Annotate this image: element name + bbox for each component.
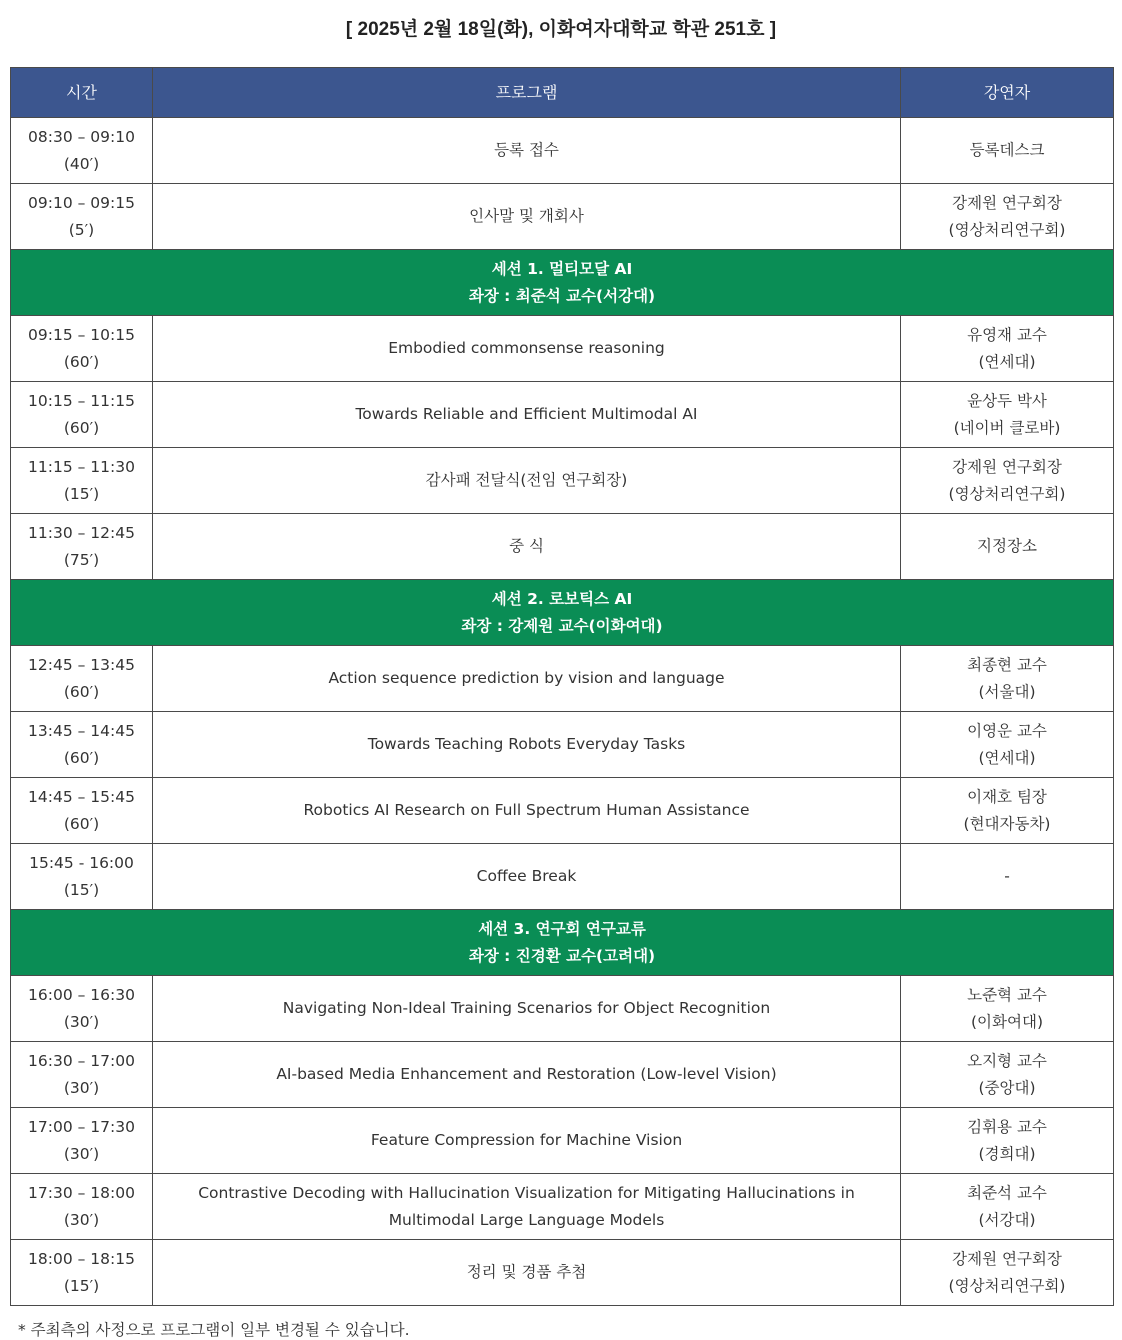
duration: (75′): [63, 550, 100, 569]
speaker-affiliation: (영상처리연구회): [948, 1276, 1066, 1295]
table-row: [11, 1174, 1114, 1240]
table-row: [11, 382, 1114, 448]
column-header-speaker: 강연자: [901, 68, 1114, 118]
speaker-affiliation: (경희대): [978, 1144, 1036, 1163]
session-header-cell: [11, 250, 1114, 316]
speaker-cell: [901, 646, 1114, 712]
time-range: 17:30 – 18:00: [28, 1183, 135, 1202]
speaker-name: 등록데스크: [969, 141, 1045, 159]
column-header-time: 시간: [11, 68, 153, 118]
program-title: 감사패 전달식(전임 연구회장): [425, 471, 628, 489]
speaker-cell: [901, 778, 1114, 844]
speaker-cell: [901, 316, 1114, 382]
speaker-name: 강제원 연구회장: [952, 1249, 1062, 1268]
program-cell: [153, 184, 901, 250]
program-title: Towards Reliable and Efficient Multimodal AI: [355, 405, 698, 423]
speaker-name: 윤상두 박사: [967, 391, 1047, 410]
table-row: [11, 316, 1114, 382]
speaker-name: 오지형 교수: [967, 1051, 1047, 1070]
program-cell: [153, 1042, 901, 1108]
speaker-affiliation: (이화여대): [971, 1012, 1043, 1031]
program-title: 중 식: [509, 537, 544, 555]
speaker-name: 강제원 연구회장: [952, 193, 1062, 212]
speaker-cell: [901, 514, 1114, 580]
duration: (40′): [63, 154, 100, 173]
page-title: [ 2025년 2월 18일(화), 이화여자대학교 학관 251호 ]: [345, 19, 777, 40]
speaker-name: 유영재 교수: [967, 325, 1047, 344]
speaker-name: 최종현 교수: [967, 655, 1047, 674]
speaker-name: 노준혁 교수: [967, 985, 1047, 1004]
speaker-cell: [901, 1042, 1114, 1108]
time-cell: [11, 646, 153, 712]
session-header-row: [11, 250, 1114, 316]
speaker-cell: [901, 1174, 1114, 1240]
speaker-affiliation: (서강대): [978, 1210, 1036, 1229]
table-row: [11, 514, 1114, 580]
time-range: 18:00 – 18:15: [28, 1249, 135, 1268]
speaker-name: 강제원 연구회장: [952, 457, 1062, 476]
program-title: Towards Teaching Robots Everyday Tasks: [367, 735, 686, 753]
program-title: 인사말 및 개회사: [469, 207, 584, 225]
time-range: 12:45 – 13:45: [28, 655, 135, 674]
program-cell: [153, 646, 901, 712]
speaker-name: 최준석 교수: [967, 1183, 1047, 1202]
duration: (15′): [63, 1276, 100, 1295]
speaker-cell: [901, 184, 1114, 250]
session-chair: 좌장 : 강제원 교수(이화여대): [461, 616, 663, 635]
duration: (15′): [63, 880, 100, 899]
speaker-affiliation: (영상처리연구회): [948, 484, 1066, 503]
program-title: Feature Compression for Machine Vision: [370, 1131, 683, 1149]
time-range: 11:15 – 11:30: [28, 457, 135, 476]
session-title: 세션 3. 연구회 연구교류: [478, 919, 646, 938]
speaker-affiliation: (서울대): [978, 682, 1036, 701]
duration: (30′): [63, 1012, 100, 1031]
time-range: 09:15 – 10:15: [28, 325, 135, 344]
time-range: 09:10 – 09:15: [28, 193, 135, 212]
speaker-cell: [901, 1240, 1114, 1306]
time-range: 13:45 – 14:45: [28, 721, 135, 740]
duration: (60′): [63, 814, 100, 833]
speaker-name: -: [1004, 867, 1010, 885]
session-header-cell: [11, 580, 1114, 646]
session-title: 세션 2. 로보틱스 AI: [491, 589, 633, 608]
table-row: [11, 646, 1114, 712]
time-range: 11:30 – 12:45: [28, 523, 135, 542]
program-title: Multimodal Large Language Models: [388, 1210, 665, 1229]
program-cell: [153, 382, 901, 448]
program-cell: [153, 316, 901, 382]
speaker-cell: [901, 712, 1114, 778]
speaker-cell: [901, 382, 1114, 448]
duration: (30′): [63, 1144, 100, 1163]
speaker-affiliation: (네이버 클로바): [953, 418, 1061, 437]
speaker-cell: [901, 844, 1114, 910]
time-cell: [11, 184, 153, 250]
time-range: 08:30 – 09:10: [28, 127, 135, 146]
table-row: [11, 844, 1114, 910]
speaker-affiliation: (연세대): [978, 352, 1036, 371]
duration: (30′): [63, 1210, 100, 1229]
program-title: Embodied commonsense reasoning: [388, 339, 665, 357]
duration: (60′): [63, 418, 100, 437]
time-cell: [11, 1108, 153, 1174]
session-header-cell: [11, 910, 1114, 976]
column-header-program: 프로그램: [153, 68, 901, 118]
table-row: [11, 1042, 1114, 1108]
speaker-affiliation: (연세대): [978, 748, 1036, 767]
speaker-cell: [901, 448, 1114, 514]
duration: (5′): [68, 220, 95, 239]
speaker-name: 이재호 팀장: [967, 787, 1047, 806]
time-cell: [11, 382, 153, 448]
program-title: Coffee Break: [476, 867, 577, 885]
session-chair: 좌장 : 진경환 교수(고려대): [468, 946, 656, 965]
table-row: [11, 1240, 1114, 1306]
program-cell: [153, 778, 901, 844]
program-title: Action sequence prediction by vision and language: [328, 669, 725, 687]
footnote: * 주최측의 사정으로 프로그램이 일부 변경될 수 있습니다.: [18, 1321, 410, 1339]
time-cell: [11, 118, 153, 184]
speaker-cell: [901, 1108, 1114, 1174]
program-cell: [153, 118, 901, 184]
program-cell: [153, 1108, 901, 1174]
table-row: [11, 448, 1114, 514]
program-cell: [153, 1240, 901, 1306]
program-title: Contrastive Decoding with Hallucination Visualization for Mitigating Hallucinations in: [198, 1183, 855, 1202]
time-cell: [11, 316, 153, 382]
speaker-affiliation: (영상처리연구회): [948, 220, 1066, 239]
duration: (60′): [63, 352, 100, 371]
time-cell: [11, 1174, 153, 1240]
speaker-name: 이영운 교수: [967, 721, 1047, 740]
time-range: 16:00 – 16:30: [28, 985, 135, 1004]
program-cell: [153, 1174, 901, 1240]
speaker-affiliation: (현대자동차): [963, 814, 1051, 833]
session-header-row: [11, 910, 1114, 976]
table-row: [11, 778, 1114, 844]
time-cell: [11, 712, 153, 778]
program-cell: [153, 448, 901, 514]
time-range: 15:45 - 16:00: [29, 853, 134, 872]
time-cell: [11, 448, 153, 514]
time-cell: [11, 778, 153, 844]
program-title: AI-based Media Enhancement and Restoration (Low-level Vision): [276, 1065, 777, 1083]
duration: (30′): [63, 1078, 100, 1097]
time-range: 17:00 – 17:30: [28, 1117, 135, 1136]
table-row: [11, 1108, 1114, 1174]
speaker-cell: [901, 976, 1114, 1042]
schedule-table: [10, 67, 1114, 1306]
time-cell: [11, 514, 153, 580]
session-title: 세션 1. 멀티모달 AI: [491, 259, 633, 278]
table-row: [11, 118, 1114, 184]
program-cell: [153, 844, 901, 910]
time-range: 14:45 – 15:45: [28, 787, 135, 806]
speaker-affiliation: (중앙대): [978, 1078, 1036, 1097]
duration: (15′): [63, 484, 100, 503]
program-cell: [153, 514, 901, 580]
duration: (60′): [63, 682, 100, 701]
schedule-body: [11, 118, 1114, 1306]
program-title: 정리 및 경품 추첨: [466, 1263, 587, 1281]
speaker-name: 김휘용 교수: [967, 1117, 1047, 1136]
program-cell: [153, 976, 901, 1042]
time-cell: [11, 844, 153, 910]
session-header-row: [11, 580, 1114, 646]
table-row: [11, 976, 1114, 1042]
time-range: 10:15 – 11:15: [28, 391, 135, 410]
table-row: [11, 712, 1114, 778]
time-range: 16:30 – 17:00: [28, 1051, 135, 1070]
table-header-row: [11, 68, 1114, 118]
time-cell: [11, 976, 153, 1042]
speaker-cell: [901, 118, 1114, 184]
time-cell: [11, 1240, 153, 1306]
duration: (60′): [63, 748, 100, 767]
program-title: Navigating Non-Ideal Training Scenarios for Object Recognition: [282, 999, 771, 1017]
session-chair: 좌장 : 최준석 교수(서강대): [468, 286, 656, 305]
program-title: Robotics AI Research on Full Spectrum Human Assistance: [303, 801, 750, 819]
speaker-name: 지정장소: [977, 537, 1037, 555]
program-cell: [153, 712, 901, 778]
time-cell: [11, 1042, 153, 1108]
table-row: [11, 184, 1114, 250]
program-title: 등록 접수: [494, 141, 559, 159]
